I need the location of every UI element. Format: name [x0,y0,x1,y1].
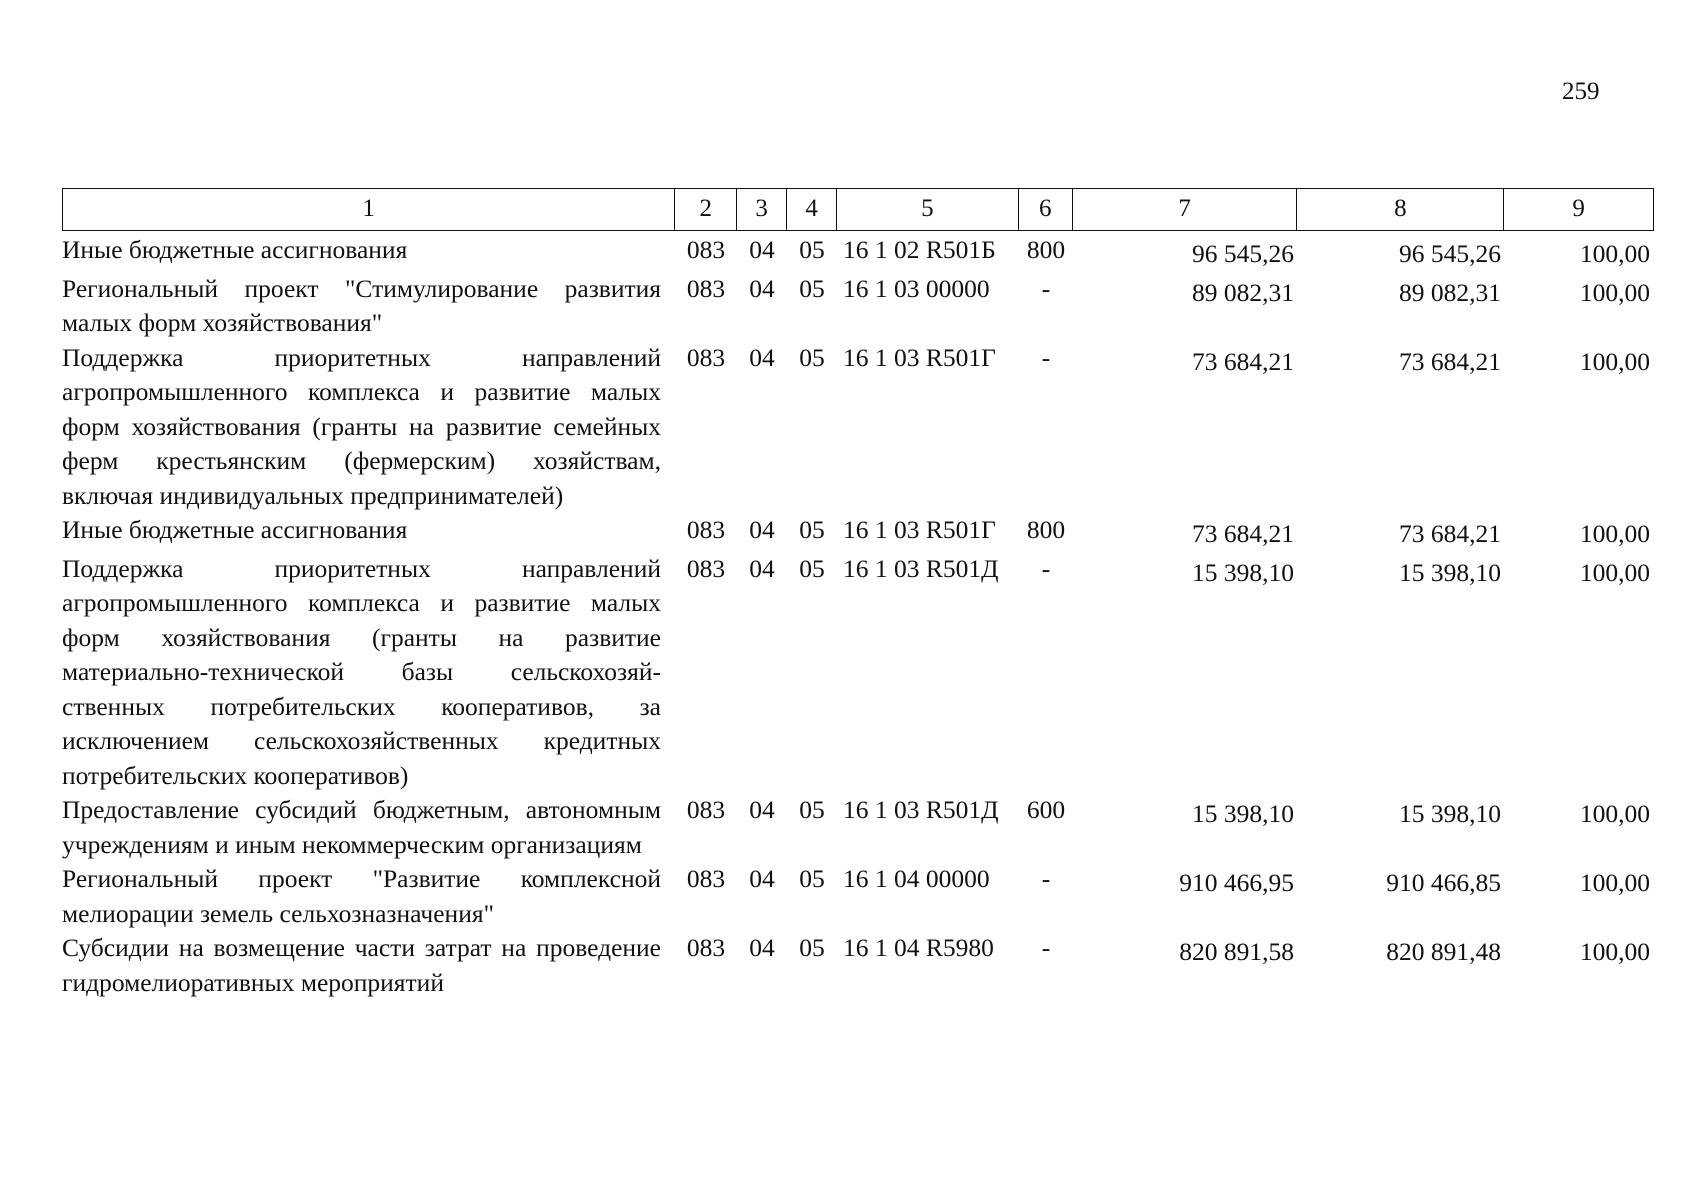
row-code: 083 [686,273,726,303]
row-target: 16 1 03 R501Д [843,553,999,583]
row-name: Поддержка приоритетных направлений агропромышленного комплекса и развитие малых форм хозяйствования (гранты на развитие материально-технической базы сельскохозяй-ственных потребительских кооперативов, за исключением сельскохозяйственных кредитных потребительских кооперативов) [62,553,661,790]
row-type: 600 [1026,795,1066,824]
row-name: Поддержка приоритетных направлений агропромышленного комплекса и развитие малых форм хозяйствования (гранты на развитие семейных ферм крестьянским (фермерским) хозяйствам, включая индивидуальных предпринимателей) [62,342,661,510]
row-fact: 96 545,26 [1399,239,1501,268]
row-section: 04 [749,795,775,824]
row-plan: 89 082,31 [1192,277,1294,307]
header-col-3: 3 [737,189,787,230]
row-code: 083 [686,933,726,962]
budget-table [62,188,1654,1000]
table-row [62,341,1654,514]
row-type: - [1041,342,1051,372]
row-percent: 100,00 [1579,346,1650,376]
row-section: 04 [749,342,775,372]
row-code: 083 [686,864,726,893]
row-fact: 73 684,21 [1399,346,1501,376]
row-plan: 15 398,10 [1192,557,1294,587]
row-type: - [1041,273,1051,303]
row-name: Субсидии на возмещение части затрат на проведение гидромелиоративных мероприятий [62,933,661,997]
row-section: 04 [749,273,775,303]
page-number: 259 [1562,78,1600,105]
row-fact: 820 891,48 [1386,937,1501,966]
row-code: 083 [686,795,726,824]
row-code: 083 [686,342,726,372]
row-subsection: 05 [799,342,825,372]
table-row [62,552,1654,794]
row-fact: 73 684,21 [1399,519,1501,548]
row-subsection: 05 [799,235,825,264]
row-subsection: 05 [799,795,825,824]
table-row [62,272,1654,341]
table-body [62,233,1654,1000]
header-col-8: 8 [1297,189,1504,230]
row-plan: 910 466,95 [1179,868,1294,897]
table-row [62,233,1654,272]
row-subsection: 05 [799,864,825,893]
row-type: - [1041,864,1051,893]
header-col-7: 7 [1073,189,1298,230]
row-section: 04 [749,553,775,583]
row-target: 16 1 04 R5980 [843,933,994,962]
row-fact: 15 398,10 [1399,799,1501,828]
row-name: Предоставление субсидий бюджетным, автономным учреждениям и иным некоммерческим организациям [62,795,661,859]
row-section: 04 [749,515,775,544]
row-code: 083 [686,515,726,544]
header-col-6: 6 [1019,189,1073,230]
row-section: 04 [749,933,775,962]
row-subsection: 05 [799,553,825,583]
row-percent: 100,00 [1579,519,1650,548]
row-subsection: 05 [799,515,825,544]
header-col-2: 2 [675,189,737,230]
row-percent: 100,00 [1579,937,1650,966]
row-target: 16 1 02 R501Б [843,235,996,264]
row-percent: 100,00 [1579,277,1650,307]
row-name: Региональный проект "Стимулирование развития малых форм хозяйствования" [62,273,661,337]
row-plan: 73 684,21 [1192,519,1294,548]
row-code: 083 [686,235,726,264]
row-fact: 15 398,10 [1399,557,1501,587]
row-subsection: 05 [799,273,825,303]
row-percent: 100,00 [1579,799,1650,828]
row-plan: 96 545,26 [1192,239,1294,268]
row-fact: 89 082,31 [1399,277,1501,307]
row-percent: 100,00 [1579,868,1650,897]
table-header [62,188,1654,231]
row-target: 16 1 04 00000 [843,864,990,893]
row-name: Иные бюджетные ассигнования [62,515,408,544]
row-target: 16 1 03 R501Д [843,795,999,824]
row-type: - [1041,933,1051,962]
header-col-9: 9 [1572,195,1585,222]
row-section: 04 [749,864,775,893]
row-plan: 15 398,10 [1192,799,1294,828]
row-percent: 100,00 [1579,557,1650,587]
row-name: Иные бюджетные ассигнования [62,235,408,264]
header-col-5: 5 [837,189,1019,230]
row-subsection: 05 [799,933,825,962]
row-name: Региональный проект "Развитие комплексной мелиорации земель сельхозназначения" [62,864,661,928]
row-fact: 910 466,85 [1386,868,1501,897]
row-section: 04 [749,235,775,264]
row-type: 800 [1026,235,1066,264]
row-plan: 820 891,58 [1179,937,1294,966]
table-row [62,931,1654,1000]
row-plan: 73 684,21 [1192,346,1294,376]
table-row [62,862,1654,931]
row-target: 16 1 03 R501Г [843,515,996,544]
row-type: 800 [1026,515,1066,544]
row-type: - [1041,553,1051,583]
row-percent: 100,00 [1579,239,1650,268]
row-target: 16 1 03 00000 [843,273,990,303]
header-col-4: 4 [787,189,837,230]
header-col-1: 1 [63,189,675,230]
table-row [62,793,1654,862]
table-row [62,513,1654,552]
row-code: 083 [686,553,726,583]
row-target: 16 1 03 R501Г [843,342,996,372]
